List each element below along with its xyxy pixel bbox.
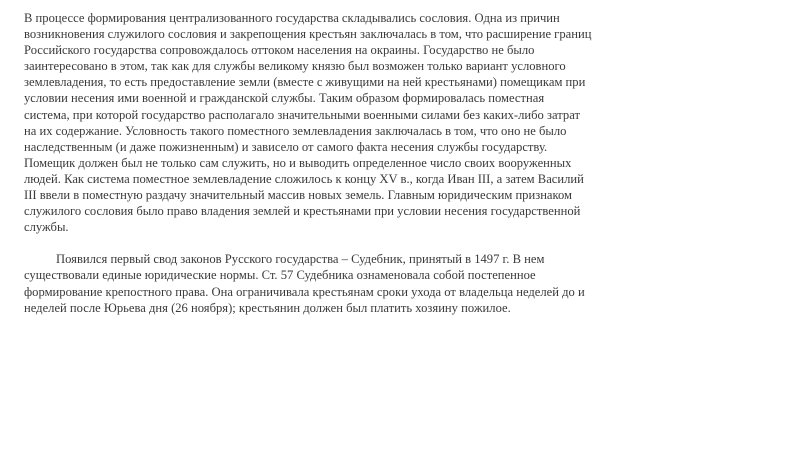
paragraph-sudebnik-wrapper bbox=[24, 251, 704, 315]
paragraph-sudebnik: Появился первый свод законов Русского государства – Судебник, принятый в 1497 г. В нем существовали единые юридические нормы. Ст. 57 Судебника ознаменовала собой постепенное формирование крепостного права. Она ограничивала крестьянам сроки ухода от владельца неделей до и неделей после Юрьева дня (26 ноября); крестьянин должен был платить хозяину пожилое. bbox=[24, 252, 585, 315]
text-body bbox=[24, 10, 704, 316]
paragraph-estates: В процессе формирования централизованного государства складывались сословия. Одна из причин возникновения служилого сословия и закрепощения крестьян заключалась в том, что расширение границ Российского государства сопровождалось оттоком населения на окраины. Государство не было заинтересовано в этом, так как для службы великому князю был возможен только вариант условного землевладения, то есть предоставление земли (вместе с живущими на ней крестьянами) помещикам при условии несения ими военной и гражданской службы. Таким образом формировалась поместная система, при которой государство располагало значительными военными силами без каких-либо затрат на их содержание. Условность такого поместного землевладения заключалась в том, что оно не было наследственным (и даже пожизненным) и зависело от самого факта несения службы государству. Помещик должен был не только сам служить, но и выводить определенное число своих вооруженных людей. Как система поместное землевладение сложилось к концу XV в., когда Иван III, а затем Василий III ввели в поместную раздачу значительный массив новых земель. Главным юридическим признаком служилого сословия было право владения землей и крестьянами при условии несения государственной службы. bbox=[24, 11, 592, 235]
